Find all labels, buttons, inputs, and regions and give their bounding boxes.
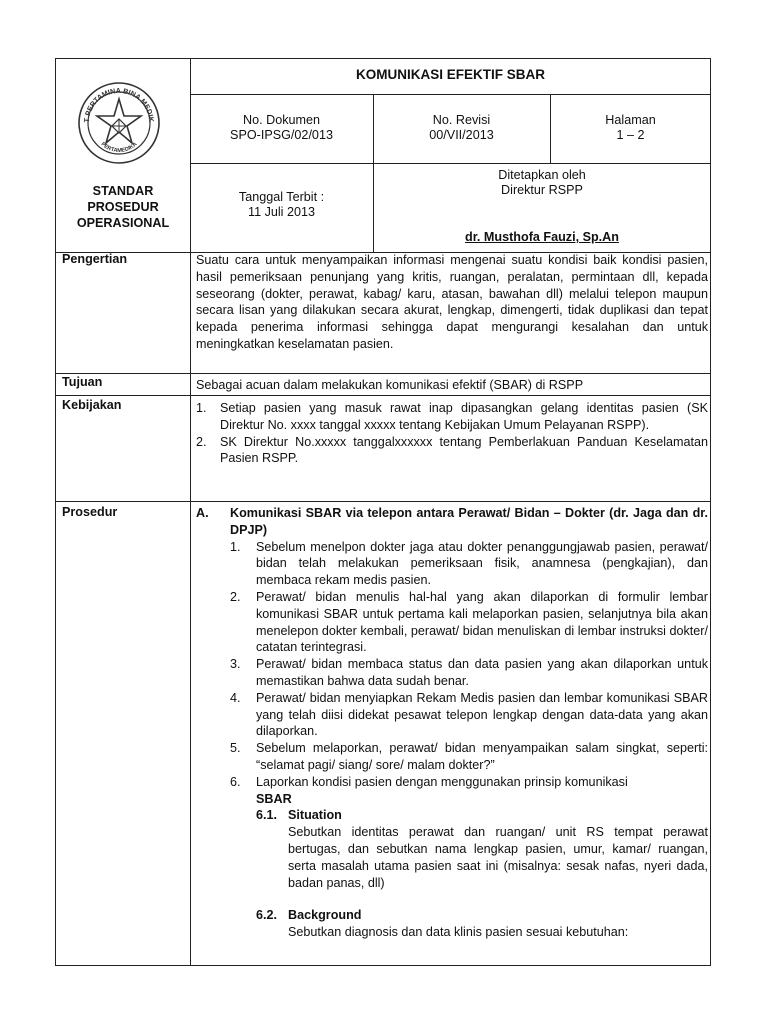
- list-number: 4.: [230, 690, 241, 705]
- procedure-heading: [196, 505, 708, 539]
- divider: [190, 252, 191, 965]
- section-letter: A.: [196, 506, 209, 520]
- subsection-situation: [256, 807, 708, 891]
- divider: [56, 395, 710, 396]
- list-number: 5.: [230, 741, 241, 756]
- list-item: [230, 774, 708, 808]
- subsection-number: 6.1.: [256, 808, 278, 823]
- list-number: 1.: [196, 401, 207, 415]
- list-number: 6.: [230, 774, 241, 789]
- list-text: Sebelum melaporkan, perawat/ bidan menyampaikan salam singkat, seperti: “selamat pagi/ siang/ sore/ malam dokter?”: [256, 741, 708, 772]
- list-text: Perawat/ bidan membaca status dan data pasien yang akan dilaporkan untuk memastikan bahwa data sudah benar.: [256, 657, 708, 688]
- date-label: Tanggal Terbit :: [238, 190, 325, 204]
- sbar-label: SBAR: [256, 791, 292, 806]
- procedure-steps: [230, 539, 708, 808]
- section-label-prosedur: Prosedur: [62, 505, 118, 519]
- approval-line: Direktur RSPP: [501, 183, 583, 197]
- subsection-text: Sebutkan identitas perawat dan ruangan/ unit RS tempat perawat bertugas, dan sebutkan nama lengkap pasien, umur, kamar/ ruangan, serta masalah utama pasien saat ini (misalnya: sesak nafas, nyeri dada, badan panas, dll): [288, 825, 708, 890]
- page-value: 1 – 2: [616, 127, 645, 142]
- section-label-tujuan: Tujuan: [62, 375, 103, 389]
- sop-line: STANDAR: [92, 184, 154, 198]
- list-number: 2.: [196, 434, 207, 449]
- approval-block: [373, 168, 711, 198]
- pengertian-text: Suatu cara untuk menyampaikan informasi mengenai suatu kondisi baik kondisi pasien, hasil pemeriksaan penunjang yang kritis, ruangan, peralatan, permintaan dll, kepada seseorang (dokter, perawat, kabag/ karu, atasan, bawahan dll) melalui telepon maupun secara lisan yang dilakukan secara akurat, lengkap, dimengerti, tidak duplikasi dan tepat kepada penerima informasi sehingga dapat mengurangi kesalahan dan untuk meningkatkan keselamatan pasien.: [196, 253, 708, 351]
- tujuan-text: Sebagai acuan dalam melakukan komunikasi efektif (SBAR) di RSPP: [196, 378, 584, 392]
- divider: [56, 501, 710, 502]
- approval-line: Ditetapkan oleh: [498, 168, 586, 182]
- signer-name: dr. Musthofa Fauzi, Sp.An: [465, 230, 619, 244]
- procedure-title: Komunikasi SBAR via telepon antara Perawat/ Bidan – Dokter (dr. Jaga dan dr. DPJP): [230, 506, 708, 537]
- issue-date: [190, 190, 373, 220]
- date-value: 11 Juli 2013: [248, 205, 315, 219]
- list-number: 2.: [230, 589, 241, 604]
- rev-label: No. Revisi: [432, 113, 491, 127]
- subsection-title: Situation: [288, 808, 342, 823]
- list-item: [230, 690, 708, 740]
- list-item: [196, 400, 708, 434]
- rev-value: 00/VII/2013: [429, 127, 494, 142]
- list-text: Perawat/ bidan menulis hal-hal yang akan dilaporkan di formulir lembar komunikasi SBAR untuk pertama kali melaporkan pasien, selanjutnya bila akan menelepon dokter kembali, perawat/ bidan menuliskan di lembar instruksi dokter/ catatan terintegrasi.: [256, 589, 708, 655]
- list-number: 3.: [230, 657, 241, 672]
- divider: [190, 163, 711, 164]
- subsection-title: Background: [288, 908, 362, 923]
- divider: [190, 59, 191, 252]
- doc-value: SPO-IPSG/02/013: [230, 127, 333, 142]
- section-label-kebijakan: Kebijakan: [62, 398, 122, 412]
- sop-document: [55, 58, 711, 966]
- document-title: KOMUNIKASI EFEKTIF SBAR: [356, 67, 545, 82]
- kebijakan-list: [196, 400, 708, 467]
- prosedur-content: [196, 505, 708, 941]
- subsection-text: Sebutkan diagnosis dan data klinis pasien sesuai kebutuhan:: [288, 925, 629, 940]
- sop-line: OPERASIONAL: [76, 216, 170, 230]
- section-label-pengertian: Pengertian: [62, 252, 128, 266]
- list-item: [230, 740, 708, 774]
- list-text: Perawat/ bidan menyiapkan Rekam Medis pasien dan lembar komunikasi SBAR yang telah diisi didekat pesawat telepon lengkap dengan data-data yang akan dilaporkan.: [256, 690, 708, 739]
- company-logo: [77, 81, 161, 165]
- list-text: Laporkan kondisi pasien dengan menggunakan prinsip komunikasi: [256, 774, 628, 789]
- subsection-background: [256, 907, 708, 941]
- page-number: [550, 113, 711, 142]
- svg-text:PERTAMEDIKA: PERTAMEDIKA: [99, 141, 139, 155]
- list-text: SK Direktur No.xxxxx tanggalxxxxxx tentang Pemberlakuan Panduan Keselamatan Pasien RSPP.: [220, 434, 708, 466]
- svg-text:PT PERTAMINA BINA MEDIKA: T PERTAMINA BINA MEDIK: [81, 85, 157, 123]
- sop-line: PROSEDUR: [87, 200, 159, 214]
- sbar-subsections: [256, 807, 708, 941]
- document-number: [190, 113, 373, 142]
- list-item: [196, 434, 708, 468]
- list-number: 1.: [230, 539, 241, 554]
- list-item: [230, 656, 708, 690]
- list-item: [230, 589, 708, 656]
- divider: [56, 373, 710, 374]
- page-label: Halaman: [605, 113, 656, 127]
- subsection-number: 6.2.: [256, 908, 278, 923]
- divider: [190, 94, 711, 95]
- sop-label: [56, 183, 190, 231]
- list-item: [230, 539, 708, 589]
- doc-label: No. Dokumen: [243, 113, 320, 127]
- list-text: Setiap pasien yang masuk rawat inap dipasangkan gelang identitas pasien (SK Direktur No. xxxx tanggal xxxxx tentang Kebijakan Umum Pelayanan RSPP).: [220, 401, 708, 432]
- list-text: Sebelum menelpon dokter jaga atau dokter penanggungjawab pasien, perawat/ bidan telah melakukan pemeriksaan fisik, anamnesa (pengkajian), dan membaca rekam medis pasien.: [256, 539, 708, 588]
- revision-number: [373, 113, 550, 142]
